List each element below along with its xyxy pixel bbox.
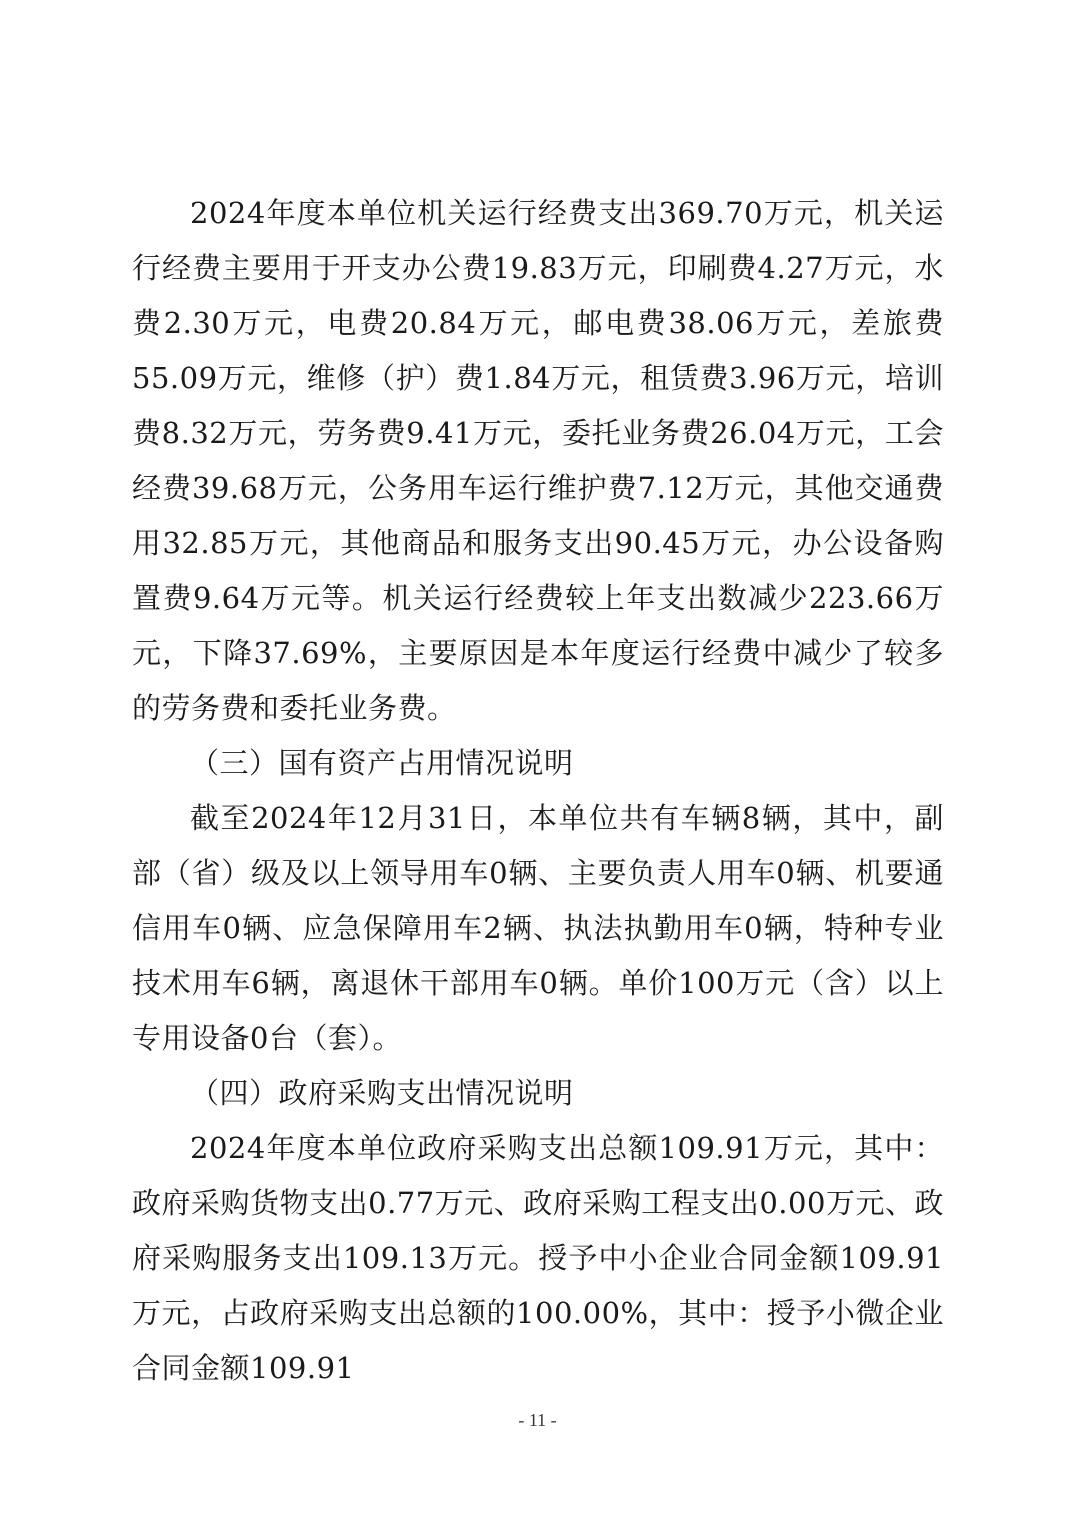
- paragraph-operating-expenses: 2024年度本单位机关运行经费支出369.70万元，机关运行经费主要用于开支办公费19.83万元，印刷费4.27万元，水费2.30万元，电费20.84万元，邮电费38.06万元，差旅费55.09万元，维修（护）费1.84万元，租赁费3.96万元，培训费8.32万元，劳务费9.41万元，委托业务费26.04万元，工会经费39.68万元，公务用车运行维护费7.12万元，其他交通费用32.85万元，其他商品和服务支出90.45万元，办公设备购置费9.64万元等。机关运行经费较上年支出数减少223.66万元，下降37.69%，主要原因是本年度运行经费中减少了较多的劳务费和委托业务费。: [132, 196, 944, 725]
- section-heading-government-procurement: （四）政府采购支出情况说明: [190, 1076, 574, 1110]
- paragraph-state-assets: 截至2024年12月31日，本单位共有车辆8辆，其中，副部（省）级及以上领导用车0辆、主要负责人用车0辆、机要通信用车0辆、应急保障用车2辆、执法执勤用车0辆，特种专业技术用车6辆，离退休干部用车0辆。单价100万元（含）以上专用设备0台（套）。: [132, 801, 944, 1055]
- section-heading-state-assets: （三）国有资产占用情况说明: [190, 746, 574, 780]
- document-body: [132, 186, 944, 1396]
- paragraph-government-procurement: 2024年度本单位政府采购支出总额109.91万元，其中：政府采购货物支出0.77万元、政府采购工程支出0.00万元、政府采购服务支出109.13万元。授予中小企业合同金额109.91万元，占政府采购支出总额的100.00%，其中：授予小微企业合同金额109.91: [132, 1131, 944, 1385]
- page-number: - 11 -: [518, 1410, 557, 1430]
